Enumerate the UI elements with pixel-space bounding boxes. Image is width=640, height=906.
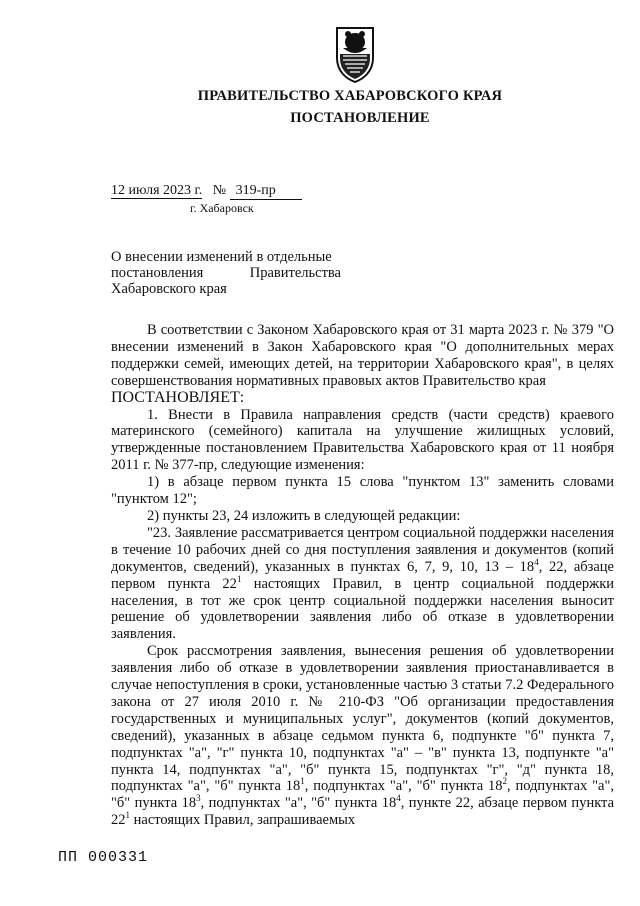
subject-line-3: Хабаровского края xyxy=(111,281,227,297)
superscript: 1 xyxy=(125,810,130,821)
term-suspension-paragraph xyxy=(111,643,614,829)
text-run: , пункте 22, абзаце первом пункта 22 xyxy=(111,795,615,829)
superscript: 1 xyxy=(300,776,305,787)
document-date: 12 июля 2023 г. xyxy=(111,183,203,198)
superscript: 4 xyxy=(396,793,401,804)
text-run: , подпунктах "а", "б" пункта 18 xyxy=(200,795,397,812)
government-title: ПРАВИТЕЛЬСТВО ХАБАРОВСКОГО КРАЯ xyxy=(197,88,503,104)
text-run: "23. Заявление рассматривается центром социальной поддержки населения в течение 10 рабочих дней со дня поступления заявления и документов (копий документов, сведений), указанных в пунктах 6, 7, 9, 10, 13 – 18 xyxy=(111,524,614,575)
document-number: 319-пр xyxy=(230,183,302,200)
text-run: Срок рассмотрения заявления, вынесения решения об удовлетворении заявления либо об отказе в удовлетворении заявления приостанавливается в случае непоступления в сроки, установленные частью 3 статьи 7.2 Федерального закона от 27 июля 2010 г. № 210-ФЗ "Об организации предоставления государственных и муниципальных услуг", документов (копий документов, сведений), указанных в абзаце седьмом пункта 6, подпункте "б" пункта 7, подпунктах "а", "г" пункта 10, подпунктах "а" – "в" пункта 13, подпункте "а" пункта 14, подпунктах "а", "б" пункта 15, подпунктах "г", "д" пункта 18, подпунктах "а", "б" пункта 18 xyxy=(111,643,614,795)
sub-item-2-paragraph: 2) пункты 23, 24 изложить в следующей редакции: xyxy=(147,507,461,524)
document-subject xyxy=(111,249,341,297)
text-run: , подпунктах "а", "б" пункта 18 xyxy=(111,778,614,812)
subject-line-2 xyxy=(111,265,341,281)
text-run: , 22, абзаце первом пункта 22 xyxy=(111,558,614,592)
sub-item-1-paragraph: 1) в абзаце первом пункта 15 слова "пунктом 13" заменить словами "пунктом 12"; xyxy=(111,474,614,508)
superscript: 3 xyxy=(196,793,201,804)
item-1-paragraph: 1. Внести в Правила направления средств (части средств) краевого материнского (семейного) капитала на улучшение жилищных условий, утвержденные постановлением Правительства Хабаровского края от 11 ноября 2011 г. № 377-пр, следующие изменения: xyxy=(111,406,614,474)
document-type: ПОСТАНОВЛЕНИЕ xyxy=(290,110,430,126)
form-code: ПП 000331 xyxy=(58,849,149,866)
date-number-line xyxy=(111,183,302,200)
superscript: 4 xyxy=(534,556,539,567)
text-run: настоящих Правил, запрашиваемых xyxy=(130,812,356,829)
subject-line-2a: постановления xyxy=(111,265,204,281)
preamble-paragraph: В соответствии с Законом Хабаровского края от 31 марта 2023 г. № 379 "О внесении изменений в Закон Хабаровского края "О дополнительных мерах поддержки семей, имеющих детей, на территории Хабаровского края", в целях совершенствования нормативных правовых актов Правительство края xyxy=(111,322,614,389)
subject-line-2b: Правительства xyxy=(249,265,341,281)
point-23-paragraph xyxy=(111,525,614,643)
text-run: , подпунктах "а", "б" пункта 18 xyxy=(304,778,503,795)
document-city: г. Хабаровск xyxy=(190,201,254,215)
number-sign: № xyxy=(212,183,227,198)
superscript: 1 xyxy=(236,573,242,584)
text-run: настоящих Правил, в центр социальной поддержки населения, в тот же срок центр социальной поддержки населения выносит решение об удовлетворении заявления либо об отказе в удовлетворении заявления. xyxy=(111,575,614,643)
subject-line-1: О внесении изменений в отдельные xyxy=(111,249,332,265)
document-body xyxy=(111,322,614,829)
superscript: 2 xyxy=(502,776,508,787)
coat-of-arms-emblem xyxy=(333,24,377,84)
resolves-heading: ПОСТАНОВЛЯЕТ: xyxy=(111,388,245,406)
